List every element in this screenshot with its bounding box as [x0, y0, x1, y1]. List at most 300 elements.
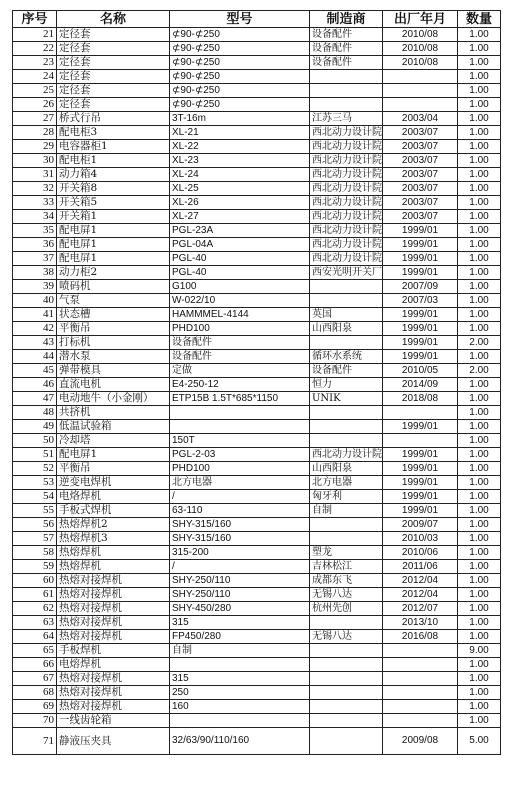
table-row [13, 168, 501, 182]
row-number-cell: 48 [13, 406, 57, 420]
equipment-name-cell: 状态槽 [57, 308, 170, 322]
equipment-name-cell: 动力箱4 [57, 168, 170, 182]
equipment-name-cell: 热熔焊机3 [57, 532, 170, 546]
equipment-name-cell: 开关箱8 [57, 182, 170, 196]
table-row [13, 308, 501, 322]
equipment-name-cell: 定径套 [57, 56, 170, 70]
row-number-cell: 36 [13, 238, 57, 252]
table-row [13, 700, 501, 714]
manufacturer-cell: 山西阳泉 [310, 322, 383, 336]
model-spec-cell: 32/63/90/110/160 [170, 728, 310, 755]
model-spec-cell: ⊄90-⊄250 [170, 84, 310, 98]
manufacture-date-cell: 2003/04 [383, 112, 458, 126]
row-number-cell: 50 [13, 434, 57, 448]
equipment-name-cell: 一线齿轮箱 [57, 714, 170, 728]
table-row [13, 630, 501, 644]
model-spec-cell: PGL-2-03 [170, 448, 310, 462]
equipment-name-cell: 低温试验箱 [57, 420, 170, 434]
table-row [13, 336, 501, 350]
table-row [13, 252, 501, 266]
row-number-cell: 46 [13, 378, 57, 392]
manufacture-date-cell: 2007/03 [383, 294, 458, 308]
quantity-cell: 1.00 [458, 98, 501, 112]
quantity-cell: 1.00 [458, 350, 501, 364]
quantity-cell: 1.00 [458, 672, 501, 686]
model-spec-cell: 63-110 [170, 504, 310, 518]
row-number-cell: 59 [13, 560, 57, 574]
equipment-name-cell: 热熔焊机 [57, 546, 170, 560]
manufacture-date-cell: 2018/08 [383, 392, 458, 406]
row-number-cell: 32 [13, 182, 57, 196]
table-row [13, 406, 501, 420]
row-number-cell: 25 [13, 84, 57, 98]
table-row [13, 140, 501, 154]
equipment-name-cell: 逆变电焊机 [57, 476, 170, 490]
manufacture-date-cell: 1999/01 [383, 266, 458, 280]
manufacture-date-cell: 2003/07 [383, 140, 458, 154]
table-row [13, 224, 501, 238]
manufacturer-cell: 北方电器 [310, 476, 383, 490]
equipment-name-cell: 直流电机 [57, 378, 170, 392]
row-number-cell: 44 [13, 350, 57, 364]
equipment-name-cell: 配电屏1 [57, 448, 170, 462]
manufacture-date-cell [383, 84, 458, 98]
equipment-name-cell: 热熔焊机 [57, 560, 170, 574]
equipment-name-cell: 配电屏1 [57, 252, 170, 266]
manufacture-date-cell: 1999/01 [383, 462, 458, 476]
model-spec-cell: / [170, 490, 310, 504]
row-number-cell: 30 [13, 154, 57, 168]
header-row [13, 11, 501, 28]
manufacture-date-cell: 2003/07 [383, 196, 458, 210]
manufacture-date-cell [383, 434, 458, 448]
header-no: 序号 [13, 11, 57, 28]
quantity-cell: 9.00 [458, 644, 501, 658]
equipment-name-cell: 配电柜3 [57, 126, 170, 140]
quantity-cell: 1.00 [458, 126, 501, 140]
table-row [13, 28, 501, 42]
manufacturer-cell: UNIK [310, 392, 383, 406]
manufacture-date-cell: 1999/01 [383, 476, 458, 490]
table-row [13, 448, 501, 462]
equipment-name-cell: 开关箱5 [57, 196, 170, 210]
model-spec-cell: PGL-23A [170, 224, 310, 238]
quantity-cell: 1.00 [458, 308, 501, 322]
model-spec-cell: PGL-04A [170, 238, 310, 252]
manufacturer-cell: 设备配件 [310, 56, 383, 70]
model-spec-cell: XL-23 [170, 154, 310, 168]
manufacture-date-cell: 2009/08 [383, 728, 458, 755]
model-spec-cell: XL-22 [170, 140, 310, 154]
quantity-cell: 1.00 [458, 280, 501, 294]
table-row [13, 266, 501, 280]
row-number-cell: 35 [13, 224, 57, 238]
model-spec-cell: PGL-40 [170, 252, 310, 266]
model-spec-cell: ⊄90-⊄250 [170, 42, 310, 56]
table-row [13, 350, 501, 364]
model-spec-cell: XL-26 [170, 196, 310, 210]
table-row [13, 420, 501, 434]
manufacturer-cell: 西北动力设计院 [310, 224, 383, 238]
row-number-cell: 62 [13, 602, 57, 616]
model-spec-cell [170, 406, 310, 420]
model-spec-cell: 自制 [170, 644, 310, 658]
quantity-cell: 1.00 [458, 56, 501, 70]
row-number-cell: 45 [13, 364, 57, 378]
manufacture-date-cell: 2012/04 [383, 588, 458, 602]
manufacture-date-cell: 2010/05 [383, 364, 458, 378]
model-spec-cell: 160 [170, 700, 310, 714]
manufacture-date-cell: 2009/07 [383, 518, 458, 532]
table-row [13, 672, 501, 686]
manufacturer-cell: 无锡八达 [310, 630, 383, 644]
header-model: 型号 [170, 11, 310, 28]
manufacturer-cell: 循环水系统 [310, 350, 383, 364]
row-number-cell: 61 [13, 588, 57, 602]
quantity-cell: 1.00 [458, 210, 501, 224]
quantity-cell: 1.00 [458, 266, 501, 280]
manufacture-date-cell: 1999/01 [383, 350, 458, 364]
table-row [13, 504, 501, 518]
quantity-cell: 1.00 [458, 70, 501, 84]
quantity-cell: 1.00 [458, 196, 501, 210]
manufacture-date-cell: 2012/07 [383, 602, 458, 616]
equipment-sheet [12, 10, 500, 755]
equipment-name-cell: 配电柜1 [57, 154, 170, 168]
manufacturer-cell [310, 336, 383, 350]
table-row [13, 602, 501, 616]
quantity-cell: 1.00 [458, 588, 501, 602]
model-spec-cell: / [170, 560, 310, 574]
quantity-cell: 1.00 [458, 168, 501, 182]
table-row [13, 280, 501, 294]
manufacture-date-cell: 1999/01 [383, 490, 458, 504]
row-number-cell: 57 [13, 532, 57, 546]
model-spec-cell: 250 [170, 686, 310, 700]
table-row [13, 532, 501, 546]
manufacturer-cell: 西北动力设计院 [310, 140, 383, 154]
quantity-cell: 1.00 [458, 518, 501, 532]
quantity-cell: 1.00 [458, 714, 501, 728]
manufacture-date-cell: 2003/07 [383, 126, 458, 140]
model-spec-cell [170, 658, 310, 672]
table-row [13, 518, 501, 532]
equipment-name-cell: 打标机 [57, 336, 170, 350]
manufacturer-cell [310, 434, 383, 448]
table-row [13, 70, 501, 84]
equipment-name-cell: 热熔对接焊机 [57, 574, 170, 588]
model-spec-cell: ETP15B 1.5T*685*1150 [170, 392, 310, 406]
quantity-cell: 1.00 [458, 658, 501, 672]
header-date: 出厂年月 [383, 11, 458, 28]
manufacturer-cell [310, 406, 383, 420]
manufacturer-cell: 设备配件 [310, 364, 383, 378]
manufacturer-cell [310, 700, 383, 714]
model-spec-cell: 定做 [170, 364, 310, 378]
model-spec-cell: XL-25 [170, 182, 310, 196]
table-row [13, 714, 501, 728]
model-spec-cell: 北方电器 [170, 476, 310, 490]
model-spec-cell: ⊄90-⊄250 [170, 70, 310, 84]
manufacturer-cell: 吉林松江 [310, 560, 383, 574]
model-spec-cell: XL-21 [170, 126, 310, 140]
quantity-cell: 1.00 [458, 490, 501, 504]
equipment-name-cell: 定径套 [57, 28, 170, 42]
manufacturer-cell [310, 280, 383, 294]
model-spec-cell: SHY-315/160 [170, 532, 310, 546]
manufacturer-cell: 成都东飞 [310, 574, 383, 588]
equipment-name-cell: 手板式焊机 [57, 504, 170, 518]
manufacturer-cell: 山西阳泉 [310, 462, 383, 476]
model-spec-cell: 150T [170, 434, 310, 448]
table-row [13, 322, 501, 336]
header-qty: 数量 [458, 11, 501, 28]
model-spec-cell: SHY-250/110 [170, 574, 310, 588]
table-row [13, 126, 501, 140]
row-number-cell: 22 [13, 42, 57, 56]
model-spec-cell: HAMMMEL-4144 [170, 308, 310, 322]
quantity-cell: 1.00 [458, 294, 501, 308]
model-spec-cell: FP450/280 [170, 630, 310, 644]
quantity-cell: 1.00 [458, 322, 501, 336]
model-spec-cell: XL-27 [170, 210, 310, 224]
manufacturer-cell: 恒力 [310, 378, 383, 392]
table-row [13, 392, 501, 406]
row-number-cell: 52 [13, 462, 57, 476]
manufacturer-cell [310, 644, 383, 658]
equipment-name-cell: 定径套 [57, 42, 170, 56]
manufacture-date-cell [383, 672, 458, 686]
equipment-name-cell: 平衡吊 [57, 462, 170, 476]
table-row [13, 56, 501, 70]
manufacturer-cell: 西北动力设计院 [310, 210, 383, 224]
row-number-cell: 29 [13, 140, 57, 154]
equipment-name-cell: 桥式行吊 [57, 112, 170, 126]
manufacturer-cell: 塑龙 [310, 546, 383, 560]
model-spec-cell: 315 [170, 616, 310, 630]
equipment-name-cell: 热熔焊机2 [57, 518, 170, 532]
table-row [13, 546, 501, 560]
quantity-cell: 1.00 [458, 532, 501, 546]
table-row [13, 490, 501, 504]
equipment-name-cell: 静液压夹具 [57, 728, 170, 755]
model-spec-cell: SHY-250/110 [170, 588, 310, 602]
manufacture-date-cell: 1999/01 [383, 238, 458, 252]
quantity-cell: 5.00 [458, 728, 501, 755]
manufacture-date-cell [383, 406, 458, 420]
table-row [13, 686, 501, 700]
equipment-name-cell: 定径套 [57, 70, 170, 84]
manufacturer-cell [310, 518, 383, 532]
table-row [13, 112, 501, 126]
quantity-cell: 1.00 [458, 42, 501, 56]
equipment-name-cell: 热熔对接焊机 [57, 700, 170, 714]
model-spec-cell: SHY-450/280 [170, 602, 310, 616]
row-number-cell: 34 [13, 210, 57, 224]
equipment-name-cell: 电容器柜1 [57, 140, 170, 154]
manufacturer-cell: 设备配件 [310, 28, 383, 42]
row-number-cell: 66 [13, 658, 57, 672]
manufacturer-cell: 西北动力设计院 [310, 126, 383, 140]
equipment-name-cell: 热熔对接焊机 [57, 672, 170, 686]
table-row [13, 658, 501, 672]
row-number-cell: 51 [13, 448, 57, 462]
quantity-cell: 1.00 [458, 224, 501, 238]
quantity-cell: 1.00 [458, 434, 501, 448]
table-row [13, 574, 501, 588]
manufacturer-cell [310, 532, 383, 546]
equipment-name-cell: 气泵 [57, 294, 170, 308]
table-row [13, 364, 501, 378]
row-number-cell: 69 [13, 700, 57, 714]
manufacturer-cell: 西北动力设计院 [310, 182, 383, 196]
manufacturer-cell: 杭州先创 [310, 602, 383, 616]
row-number-cell: 64 [13, 630, 57, 644]
equipment-name-cell: 配电屏1 [57, 238, 170, 252]
table-row [13, 210, 501, 224]
manufacture-date-cell: 1999/01 [383, 336, 458, 350]
table-row [13, 154, 501, 168]
manufacture-date-cell: 2010/06 [383, 546, 458, 560]
equipment-name-cell: 热熔对接焊机 [57, 630, 170, 644]
manufacture-date-cell [383, 714, 458, 728]
manufacture-date-cell: 2010/08 [383, 56, 458, 70]
manufacture-date-cell: 2010/08 [383, 28, 458, 42]
quantity-cell: 1.00 [458, 154, 501, 168]
manufacturer-cell [310, 672, 383, 686]
manufacture-date-cell: 1999/01 [383, 504, 458, 518]
row-number-cell: 28 [13, 126, 57, 140]
row-number-cell: 49 [13, 420, 57, 434]
model-spec-cell: SHY-315/160 [170, 518, 310, 532]
row-number-cell: 23 [13, 56, 57, 70]
table-row [13, 644, 501, 658]
row-number-cell: 56 [13, 518, 57, 532]
quantity-cell: 1.00 [458, 630, 501, 644]
model-spec-cell: PHD100 [170, 462, 310, 476]
equipment-name-cell: 热熔对接焊机 [57, 602, 170, 616]
manufacture-date-cell: 2003/07 [383, 210, 458, 224]
table-row [13, 42, 501, 56]
equipment-name-cell: 动力柜2 [57, 266, 170, 280]
row-number-cell: 53 [13, 476, 57, 490]
manufacture-date-cell: 2003/07 [383, 168, 458, 182]
manufacture-date-cell: 1999/01 [383, 224, 458, 238]
manufacture-date-cell: 2007/09 [383, 280, 458, 294]
table-row [13, 98, 501, 112]
quantity-cell: 1.00 [458, 700, 501, 714]
manufacture-date-cell: 2010/08 [383, 42, 458, 56]
quantity-cell: 1.00 [458, 84, 501, 98]
model-spec-cell: ⊄90-⊄250 [170, 56, 310, 70]
manufacture-date-cell: 2010/03 [383, 532, 458, 546]
quantity-cell: 1.00 [458, 560, 501, 574]
quantity-cell: 1.00 [458, 476, 501, 490]
quantity-cell: 1.00 [458, 140, 501, 154]
manufacturer-cell: 设备配件 [310, 42, 383, 56]
manufacturer-cell: 无锡八达 [310, 588, 383, 602]
manufacture-date-cell [383, 70, 458, 84]
equipment-name-cell: 热熔对接焊机 [57, 686, 170, 700]
quantity-cell: 1.00 [458, 406, 501, 420]
equipment-name-cell: 弹带模具 [57, 364, 170, 378]
quantity-cell: 2.00 [458, 364, 501, 378]
quantity-cell: 1.00 [458, 504, 501, 518]
manufacturer-cell [310, 420, 383, 434]
row-number-cell: 65 [13, 644, 57, 658]
quantity-cell: 1.00 [458, 574, 501, 588]
row-number-cell: 21 [13, 28, 57, 42]
manufacture-date-cell: 2003/07 [383, 182, 458, 196]
row-number-cell: 55 [13, 504, 57, 518]
model-spec-cell: W-022/10 [170, 294, 310, 308]
quantity-cell: 1.00 [458, 252, 501, 266]
header-maker: 制造商 [310, 11, 383, 28]
row-number-cell: 67 [13, 672, 57, 686]
quantity-cell: 1.00 [458, 238, 501, 252]
model-spec-cell: 315-200 [170, 546, 310, 560]
row-number-cell: 71 [13, 728, 57, 755]
manufacturer-cell: 英国 [310, 308, 383, 322]
row-number-cell: 42 [13, 322, 57, 336]
manufacturer-cell [310, 686, 383, 700]
table-row [13, 588, 501, 602]
manufacture-date-cell: 1999/01 [383, 322, 458, 336]
manufacture-date-cell [383, 658, 458, 672]
row-number-cell: 26 [13, 98, 57, 112]
model-spec-cell: PGL-40 [170, 266, 310, 280]
manufacturer-cell: 西北动力设计院 [310, 238, 383, 252]
table-row [13, 378, 501, 392]
manufacturer-cell: 匈牙利 [310, 490, 383, 504]
table-row [13, 196, 501, 210]
model-spec-cell: 3T-16m [170, 112, 310, 126]
table-row [13, 462, 501, 476]
manufacture-date-cell: 2013/10 [383, 616, 458, 630]
model-spec-cell: ⊄90-⊄250 [170, 98, 310, 112]
manufacturer-cell: 西北动力设计院 [310, 154, 383, 168]
model-spec-cell: ⊄90-⊄250 [170, 28, 310, 42]
manufacturer-cell: 西北动力设计院 [310, 448, 383, 462]
equipment-name-cell: 定径套 [57, 98, 170, 112]
quantity-cell: 1.00 [458, 462, 501, 476]
row-number-cell: 60 [13, 574, 57, 588]
row-number-cell: 31 [13, 168, 57, 182]
manufacturer-cell [310, 616, 383, 630]
manufacture-date-cell: 1999/01 [383, 252, 458, 266]
model-spec-cell: XL-24 [170, 168, 310, 182]
quantity-cell: 1.00 [458, 28, 501, 42]
manufacturer-cell [310, 714, 383, 728]
equipment-name-cell: 电烙焊机 [57, 490, 170, 504]
equipment-table [12, 10, 501, 755]
equipment-name-cell: 热熔对接焊机 [57, 616, 170, 630]
manufacture-date-cell [383, 644, 458, 658]
manufacturer-cell: 西北动力设计院 [310, 252, 383, 266]
model-spec-cell: PHD100 [170, 322, 310, 336]
quantity-cell: 1.00 [458, 392, 501, 406]
table-row [13, 434, 501, 448]
row-number-cell: 27 [13, 112, 57, 126]
table-row [13, 560, 501, 574]
equipment-name-cell: 开关箱1 [57, 210, 170, 224]
manufacture-date-cell: 2012/04 [383, 574, 458, 588]
quantity-cell: 2.00 [458, 336, 501, 350]
equipment-name-cell: 共挤机 [57, 406, 170, 420]
quantity-cell: 1.00 [458, 448, 501, 462]
equipment-name-cell: 配电屏1 [57, 224, 170, 238]
table-row [13, 476, 501, 490]
